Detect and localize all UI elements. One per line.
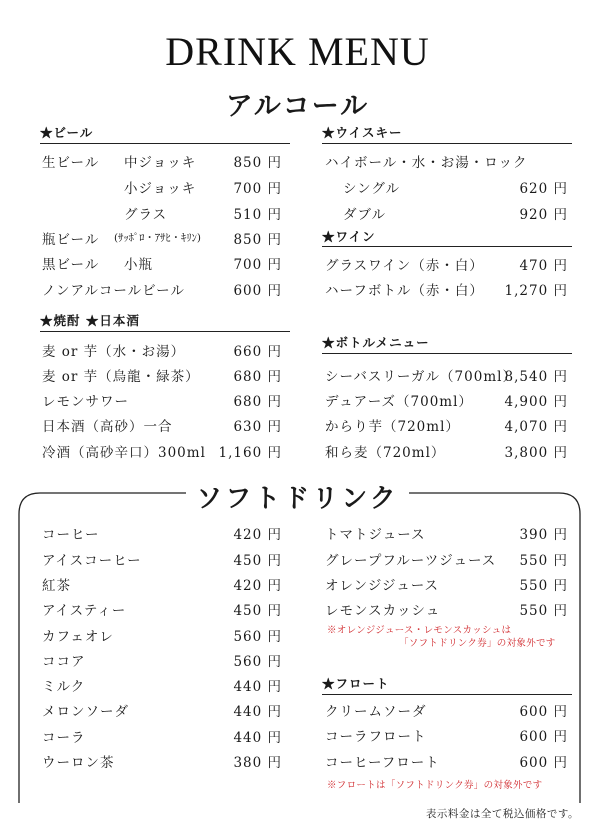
wine-heading: ★ワイン bbox=[322, 229, 376, 244]
float-heading: ★フロート bbox=[322, 676, 390, 691]
shochu-heading: ★焼酎 ★日本酒 bbox=[40, 313, 140, 328]
float-note: ※フロートは「ソフトドリンク券」の対象外です bbox=[327, 780, 543, 791]
beer-divider bbox=[40, 143, 290, 144]
soft-note-line-2: 「ソフトドリンク券」の対象外です bbox=[399, 638, 556, 649]
bottle-heading: ★ボトルメニュー bbox=[322, 335, 430, 350]
soft-drink-heading-wrap bbox=[0, 478, 595, 515]
soft-note-line-1: ※オレンジジュース・レモンスカッシュは bbox=[327, 625, 512, 636]
shochu-divider bbox=[40, 331, 290, 332]
alcohol-heading: アルコール bbox=[225, 91, 370, 122]
float-divider bbox=[322, 694, 572, 695]
soft-drink-heading: ソフトドリンク bbox=[186, 484, 408, 514]
tax-footer: 表示料金は全て税込価格です。 bbox=[425, 808, 579, 820]
whisky-heading: ★ウイスキー bbox=[322, 125, 403, 140]
whisky-divider bbox=[322, 143, 572, 144]
wine-divider bbox=[322, 246, 572, 247]
bottle-divider bbox=[322, 353, 572, 354]
beer-heading: ★ビール bbox=[40, 125, 94, 140]
menu-title: DRINK MENU bbox=[165, 29, 430, 74]
